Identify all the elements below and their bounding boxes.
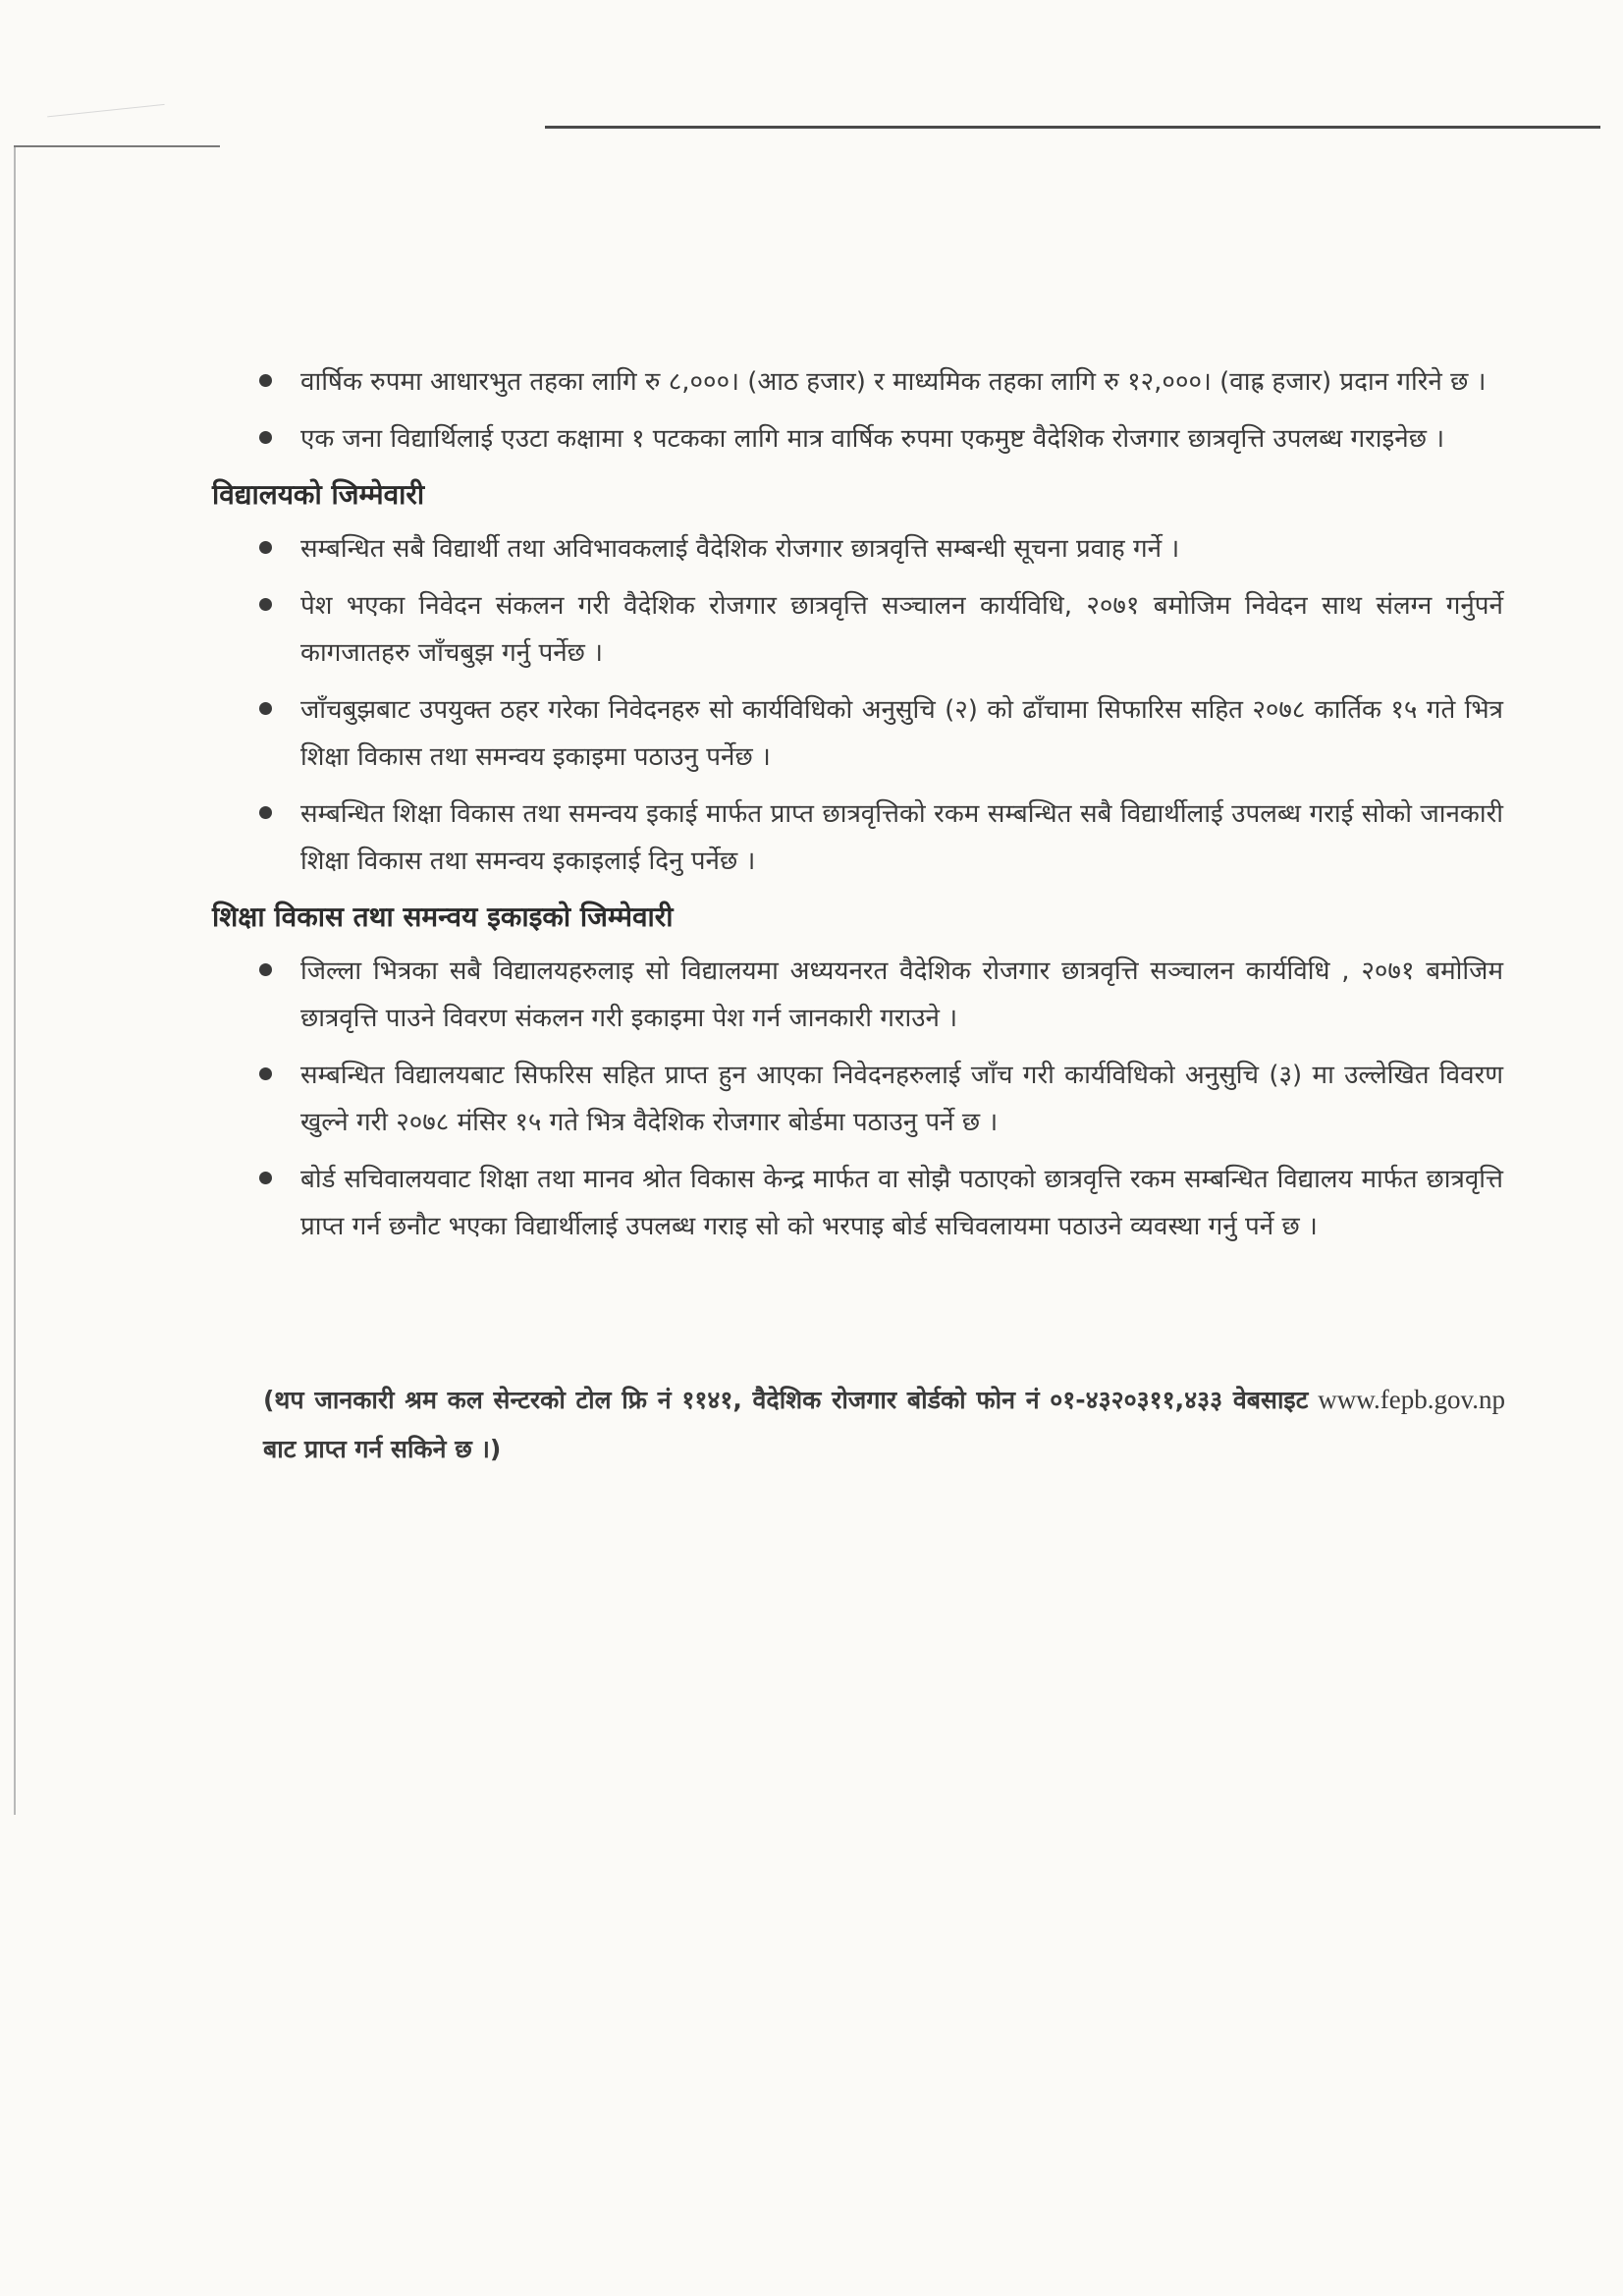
unit-responsibility-heading: शिक्षा विकास तथा समन्वय इकाइको जिम्मेवारी — [212, 901, 674, 933]
bullet-text: सम्बन्धित शिक्षा विकास तथा समन्वय इकाई मार्फत प्राप्त छात्रवृत्तिको रकम सम्बन्धित सबै विद्यार्थीलाई उपलब्ध गराई सोको जानकारी शिक्षा विकास तथा समन्वय इकाइलाई दिनु पर्नेछ । — [300, 799, 1503, 876]
bullet-dot-icon — [259, 1172, 272, 1184]
bullet-dot-icon — [259, 963, 272, 976]
website-link[interactable]: www.fepb.gov.np — [1318, 1385, 1505, 1414]
intro-bullet-list — [212, 358, 1503, 463]
bullet-text: जाँचबुझबाट उपयुक्त ठहर गरेका निवेदनहरु सो कार्यविधिको अनुसुचि (२) को ढाँचामा सिफारिस सहित २०७८ कार्तिक १५ गते भित्र शिक्षा विकास तथा समन्वय इकाइमा पठाउनु पर्नेछ । — [300, 695, 1503, 772]
bullet-text: बोर्ड सचिवालयवाट शिक्षा तथा मानव श्रोत विकास केन्द्र मार्फत वा सोझै पठाएको छात्रवृत्ति रकम सम्बन्धित विद्यालय मार्फत छात्रवृत्ति प्राप्त गर्न छनौट भएका विद्यार्थीलाई उपलब्ध गराइ सो को भरपाइ बोर्ड सचिवलायमा पठाउने व्यवस्था गर्नु पर्ने छ । — [300, 1165, 1503, 1241]
scan-border-left — [14, 145, 16, 1815]
bullet-text: सम्बन्धित सबै विद्यार्थी तथा अविभावकलाई वैदेशिक रोजगार छात्रवृत्ति सम्बन्धी सूचना प्रवाह गर्ने । — [300, 534, 1180, 564]
scan-border-top — [545, 126, 1600, 129]
scan-smudge — [47, 104, 169, 156]
footer-text-after-url: बाट प्राप्त गर्न सकिने छ ।) — [263, 1435, 502, 1463]
bullet-dot-icon — [259, 598, 272, 611]
bullet-text: एक जना विद्यार्थिलाई एउटा कक्षामा १ पटकका लागि मात्र वार्षिक रुपमा एकमुष्ट वैदेशिक रोजगार छात्रवृत्ति उपलब्ध गराइनेछ । — [300, 424, 1445, 454]
bullet-text: पेश भएका निवेदन संकलन गरी वैदेशिक रोजगार छात्रवृत्ति सञ्चालन कार्यविधि, २०७१ बमोजिम निवेदन साथ संलग्न गर्नुपर्ने कागजातहरु जाँचबुझ गर्नु पर्नेछ । — [300, 591, 1503, 668]
list-item — [212, 1052, 1503, 1146]
bullet-dot-icon — [259, 431, 272, 444]
bullet-dot-icon — [259, 541, 272, 554]
footer-contact-note — [263, 1375, 1505, 1474]
bullet-text: वार्षिक रुपमा आधारभुत तहका लागि रु ८,०००। (आठ हजार) र माध्यमिक तहका लागि रु १२,०००। (वाह्र हजार) प्रदान गरिने छ । — [300, 367, 1487, 397]
unit-bullet-list — [212, 948, 1503, 1250]
list-item — [212, 415, 1503, 463]
list-item — [212, 358, 1503, 406]
document-body — [212, 358, 1503, 1260]
list-item — [212, 791, 1503, 885]
list-item — [212, 1156, 1503, 1250]
bullet-dot-icon — [259, 374, 272, 387]
list-item — [212, 686, 1503, 781]
bullet-dot-icon — [259, 1067, 272, 1080]
list-item — [212, 525, 1503, 573]
list-item — [212, 582, 1503, 677]
bullet-text: जिल्ला भित्रका सबै विद्यालयहरुलाइ सो विद्यालयमा अध्ययनरत वैदेशिक रोजगार छात्रवृत्ति सञ्चालन कार्यविधि , २०७१ बमोजिम छात्रवृत्ति पाउने विवरण संकलन गरी इकाइमा पेश गर्न जानकारी गराउने । — [300, 957, 1503, 1033]
school-bullet-list — [212, 525, 1503, 885]
bullet-dot-icon — [259, 702, 272, 715]
footer-text-before-url: (थप जानकारी श्रम कल सेन्टरको टोल फ्रि नं ११४१, वैदेशिक रोजगार बोर्डको फोन नं ०१-४३२०३११,४३३ वेबसाइट — [263, 1386, 1309, 1414]
bullet-dot-icon — [259, 806, 272, 819]
list-item — [212, 948, 1503, 1042]
school-responsibility-heading: विद्यालयको जिम्मेवारी — [212, 478, 425, 511]
bullet-text: सम्बन्धित विद्यालयबाट सिफरिस सहित प्राप्त हुन आएका निवेदनहरुलाई जाँच गरी कार्यविधिको अनुसुचि (३) मा उल्लेखित विवरण खुल्ने गरी २०७८ मंसिर १५ गते भित्र वैदेशिक रोजगार बोर्डमा पठाउनु पर्ने छ । — [300, 1061, 1503, 1137]
